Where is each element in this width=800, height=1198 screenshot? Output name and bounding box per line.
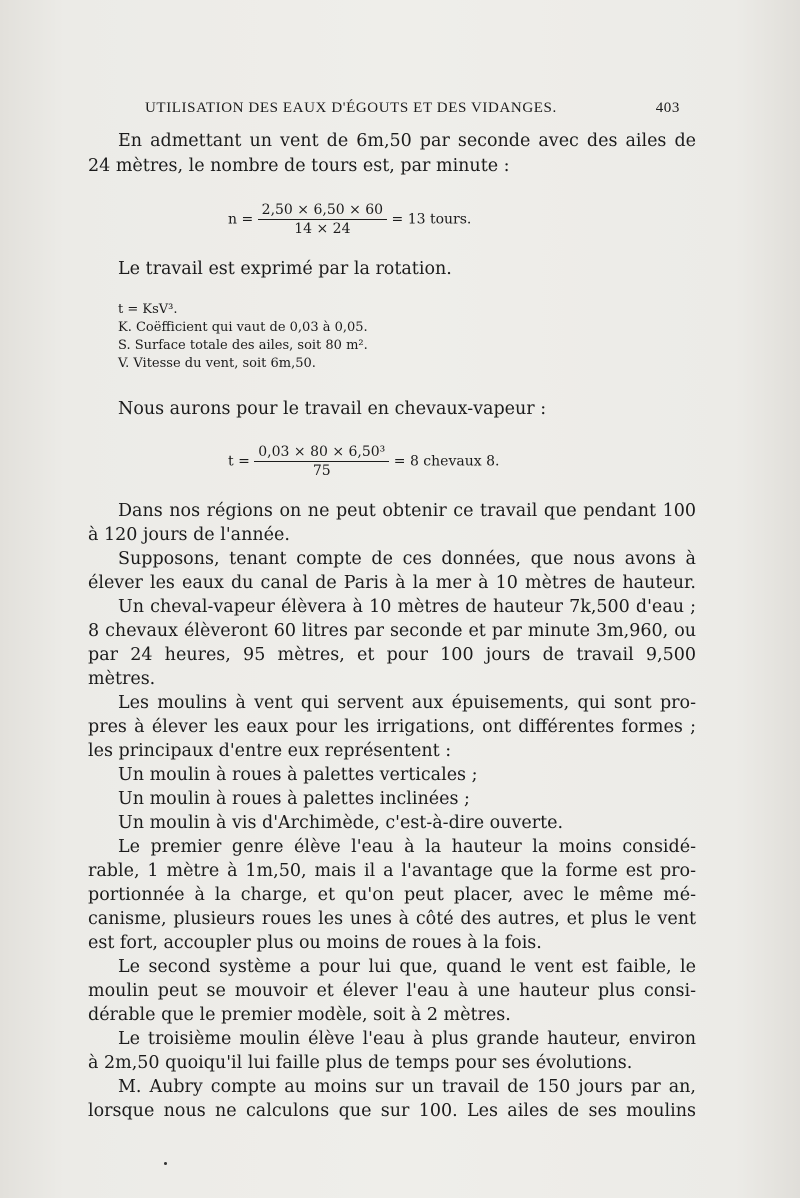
ink-speck	[164, 1162, 167, 1165]
formula-lhs: t =	[228, 453, 250, 470]
paragraph-line: M. Aubry compte au moins sur un travail de 150 jours par an,	[118, 1077, 696, 1097]
paragraph-line: Les moulins à vent qui servent aux épuisements, qui sont pro-	[118, 693, 696, 713]
page-number: 403	[655, 100, 680, 116]
definition-v: V. Vitesse du vent, soit 6m,50.	[118, 356, 316, 371]
formula-numerator: 2,50 × 6,50 × 60	[258, 202, 387, 220]
formula-rhs: = 13 tours.	[391, 211, 472, 228]
list-item: Un moulin à vis d'Archimède, c'est-à-dire ouverte.	[118, 813, 564, 833]
paragraph-line: les principaux d'entre eux représentent :	[88, 741, 452, 761]
paragraph-line: élever les eaux du canal de Paris à la mer à 10 mètres de hauteur.	[88, 573, 696, 593]
formula-denominator: 75	[312, 463, 331, 479]
paragraph-line: Un cheval-vapeur élèvera à 10 mètres de hauteur 7k,500 d'eau ;	[118, 597, 696, 617]
formula-fraction	[254, 444, 389, 479]
paragraph-line: Le second système a pour lui que, quand le vent est faible, le	[118, 957, 696, 977]
formula-horsepower	[228, 444, 499, 479]
paragraph-line: portionnée à la charge, et qu'on peut placer, avec le même mé-	[88, 885, 696, 905]
formula-numerator: 0,03 × 80 × 6,50³	[254, 444, 389, 462]
paragraph-line: Le travail est exprimé par la rotation.	[118, 259, 452, 279]
list-item: Un moulin à roues à palettes verticales ;	[118, 765, 478, 785]
paragraph-line: par 24 heures, 95 mètres, et pour 100 jours de travail 9,500	[88, 645, 696, 665]
paragraph-line: à 2m,50 quoiqu'il lui faille plus de temps pour ses évolutions.	[88, 1053, 633, 1073]
formula-rhs: = 8 chevaux 8.	[393, 453, 500, 470]
paragraph-line: lorsque nous ne calculons que sur 100. Les ailes de ses moulins	[88, 1101, 696, 1121]
paragraph-line: est fort, accoupler plus ou moins de roues à la fois.	[88, 933, 542, 953]
formula-lhs: n =	[228, 211, 254, 228]
paragraph-line: Nous aurons pour le travail en chevaux-vapeur :	[118, 399, 547, 419]
paragraph-line: Le troisième moulin élève l'eau à plus grande hauteur, environ	[118, 1029, 696, 1049]
definition-t: t = KsV³.	[118, 302, 178, 317]
list-item: Un moulin à roues à palettes inclinées ;	[118, 789, 470, 809]
paragraph-line: Supposons, tenant compte de ces données, que nous avons à	[118, 549, 696, 569]
definition-k: K. Coëfficient qui vaut de 0,03 à 0,05.	[118, 320, 368, 335]
paragraph-line: Dans nos régions on ne peut obtenir ce travail que pendant 100	[118, 501, 696, 521]
paragraph-line: pres à élever les eaux pour les irrigations, ont différentes formes ;	[88, 717, 696, 737]
running-header	[145, 100, 680, 117]
formula-fraction	[258, 202, 387, 237]
paragraph-line: rable, 1 mètre à 1m,50, mais il a l'avantage que la forme est pro-	[88, 861, 696, 881]
paragraph-line: moulin peut se mouvoir et élever l'eau à une hauteur plus consi-	[88, 981, 696, 1001]
paragraph-line: mètres.	[88, 669, 156, 689]
paragraph-line: canisme, plusieurs roues les unes à côté des autres, et plus le vent	[88, 909, 696, 929]
paragraph-line: Le premier genre élève l'eau à la hauteur la moins considé-	[118, 837, 696, 857]
paragraph-line: à 120 jours de l'année.	[88, 525, 290, 545]
paragraph-line: 8 chevaux élèveront 60 litres par seconde et par minute 3m,960, ou	[88, 621, 696, 641]
formula-rotations	[228, 202, 471, 237]
header-title: UTILISATION DES EAUX D'ÉGOUTS ET DES VIDANGES.	[145, 100, 557, 116]
definition-s: S. Surface totale des ailes, soit 80 m².	[118, 338, 368, 353]
paragraph-line: dérable que le premier modèle, soit à 2 mètres.	[88, 1005, 511, 1025]
formula-denominator: 14 × 24	[294, 221, 351, 237]
paragraph-line: En admettant un vent de 6m,50 par seconde avec des ailes de	[118, 131, 696, 151]
paragraph-line: 24 mètres, le nombre de tours est, par minute :	[88, 156, 510, 176]
